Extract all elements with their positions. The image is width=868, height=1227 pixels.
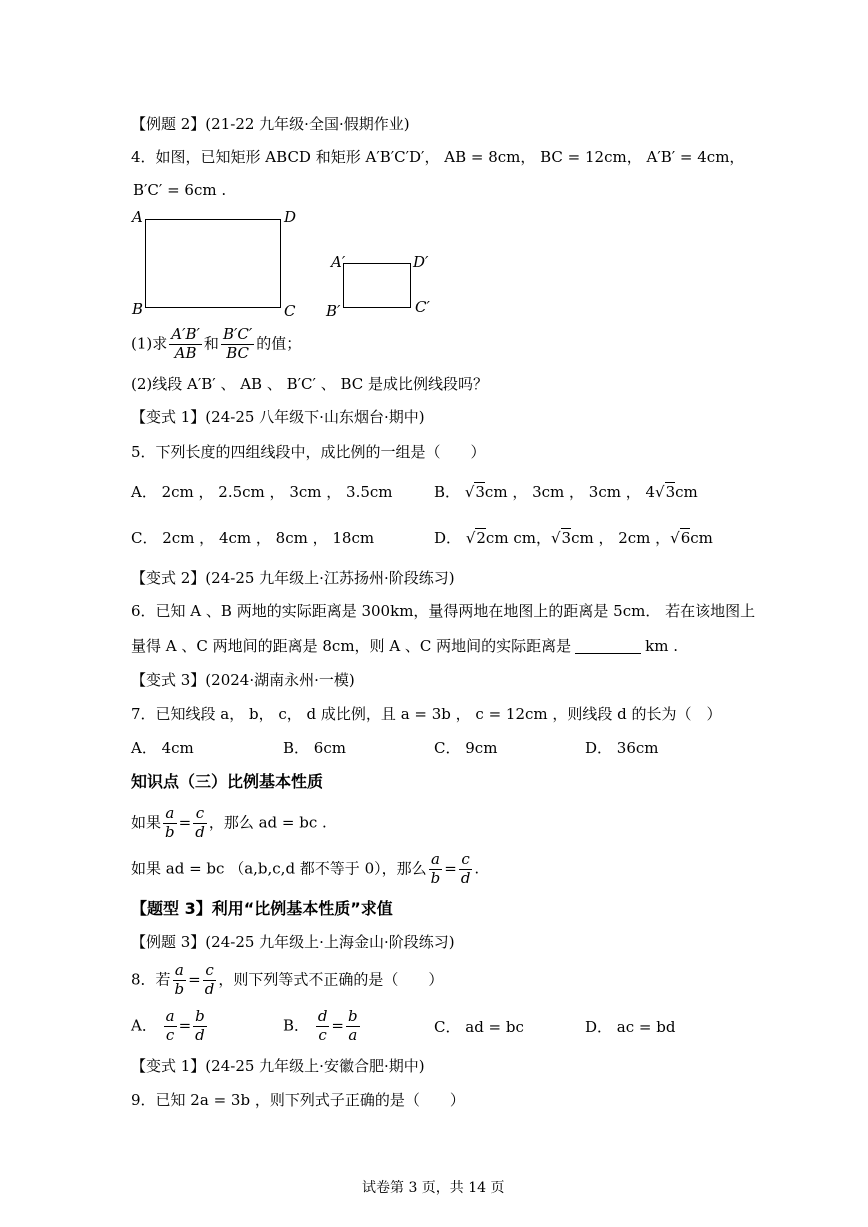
variant-1-tag-b: 【变式 1】(24-25 九年级上·安徽合肥·期中) bbox=[131, 1057, 425, 1075]
kp3-text: 如果 bbox=[131, 813, 162, 832]
kp3-line-2: 如果 ad = bc （a,b,c,d 都不等于 0），那么 $\frac{a}{b}$ = $\frac{c}{d}$ . bbox=[131, 850, 480, 887]
fraction-numerator: c bbox=[459, 852, 473, 870]
q7-option-d: D． 36cm bbox=[585, 739, 659, 757]
question-4-sub-1 bbox=[131, 327, 301, 362]
fraction-numerator: a bbox=[429, 852, 443, 870]
fraction-b-over-d bbox=[193, 1009, 207, 1044]
q5-option-d bbox=[434, 531, 713, 546]
fraction-a-over-b bbox=[163, 806, 177, 841]
question-7: 7．已知线段 a， b， c， d 成比例，且 a = 3b ， c = 12cm ，则线段 d 的长为（ ） bbox=[131, 705, 722, 723]
question-4-sub-2: (2)线段 A′B′ 、 AB 、 B′C′ 、 BC 是成比例线段吗？ bbox=[131, 375, 489, 393]
kp3-text: 如果 ad = bc （a,b,c,d 都不等于 0），那么 bbox=[131, 859, 427, 878]
kp3-line-1: 如果 $\frac{a}{b}$ = $\frac{c}{d}$ ，那么 ad = bc . bbox=[131, 804, 327, 841]
sub1-and: 和 bbox=[203, 334, 219, 353]
fraction-b2c2-over-bc bbox=[221, 327, 254, 362]
label-a: A bbox=[132, 208, 143, 226]
example-3-tag: 【例题 3】(24-25 九年级上·上海金山·阶段练习) bbox=[131, 933, 455, 951]
fraction-denominator: d bbox=[195, 1025, 205, 1044]
label-d-prime: D′ bbox=[413, 253, 429, 271]
question-6-line-2 bbox=[131, 639, 678, 654]
fraction-numerator: a bbox=[165, 1007, 175, 1025]
fraction-numerator: c bbox=[203, 963, 217, 981]
sqrt-6: √6 bbox=[670, 529, 691, 547]
fraction-denominator: a bbox=[348, 1025, 358, 1044]
question-8: 8．若 $\frac{a}{b}$ = $\frac{c}{d}$ ，则下列等式不正确的是（ ） bbox=[131, 961, 444, 998]
fraction-numerator: A′B′ bbox=[171, 325, 200, 343]
sqrt-3: √3 bbox=[464, 483, 485, 501]
option-text: cm ， 2cm ， bbox=[571, 529, 671, 547]
label-b-prime: B′ bbox=[326, 302, 341, 320]
fraction-a-over-b bbox=[173, 963, 187, 998]
q8-text: 8．若 bbox=[131, 970, 171, 989]
option-label: A． bbox=[131, 1016, 157, 1035]
sqrt-3: √3 bbox=[655, 483, 676, 501]
q8-option-c: C． ad = bc bbox=[434, 1018, 524, 1036]
radicand: 3 bbox=[665, 483, 676, 501]
q8-option-b: B． $\frac{d}{c}$ = $\frac{b}{a}$ bbox=[283, 1007, 358, 1044]
fraction-numerator: d bbox=[317, 1007, 328, 1025]
option-label: D． bbox=[434, 529, 462, 547]
fraction-numerator: a bbox=[163, 806, 177, 824]
fraction-denominator: d bbox=[195, 822, 205, 841]
question-9: 9．已知 2a = 3b ，则下列式子正确的是（ ） bbox=[131, 1091, 465, 1109]
q6-text: 量得 A 、C 两地间的距离是 8cm，则 A 、C 两地间的实际距离是 bbox=[131, 637, 572, 655]
question-4-line-1: 4．如图，已知矩形 ABCD 和矩形 A′B′C′D′， AB = 8cm， BC = 12cm， A′B′ = 4cm， bbox=[131, 148, 745, 166]
label-a-prime: A′ bbox=[331, 253, 346, 271]
label-d: D bbox=[284, 208, 297, 226]
q5-option-a: A． 2cm ， 2.5cm ， 3cm ， 3.5cm bbox=[131, 483, 393, 501]
answer-blank[interactable] bbox=[575, 639, 641, 654]
option-label: B． bbox=[434, 483, 461, 501]
q7-option-b: B． 6cm bbox=[283, 739, 346, 757]
sub1-prefix: (1)求 bbox=[131, 334, 168, 353]
fraction-denominator: b bbox=[174, 979, 185, 998]
q8-option-d: D． ac = bd bbox=[585, 1018, 676, 1036]
radicand: 3 bbox=[475, 483, 485, 501]
question-5: 5．下列长度的四组线段中，成比例的一组是（ ） bbox=[131, 443, 486, 461]
option-label: B． bbox=[283, 1016, 310, 1035]
type-3-title: 【题型 3】利用“比例基本性质”求值 bbox=[131, 899, 393, 918]
fraction-c-over-d bbox=[193, 806, 207, 841]
fraction-denominator: d bbox=[460, 868, 471, 887]
variant-3-tag: 【变式 3】(2024·湖南永州·一模) bbox=[131, 671, 355, 689]
q5-option-c: C． 2cm ， 4cm ， 8cm ， 18cm bbox=[131, 529, 375, 547]
label-c-prime: C′ bbox=[415, 298, 430, 316]
fraction-denominator: d bbox=[204, 979, 215, 998]
fraction-numerator: b bbox=[348, 1007, 358, 1025]
question-6-line-1: 6．已知 A 、B 两地的实际距离是 300km，量得两地在地图上的距离是 5cm． 若在该地图上 bbox=[131, 602, 756, 620]
label-b: B bbox=[132, 300, 144, 318]
fraction-a2b2-over-ab bbox=[169, 327, 202, 362]
kp3-text: . bbox=[474, 859, 480, 878]
radicand: 6 bbox=[680, 529, 691, 547]
q6-unit: km . bbox=[645, 637, 679, 655]
q8-option-a: A． $\frac{a}{c}$ = $\frac{b}{d}$ bbox=[131, 1007, 205, 1044]
fraction-denominator: c bbox=[318, 1025, 327, 1044]
fraction-denominator: b bbox=[165, 822, 175, 841]
fraction-a-over-c bbox=[164, 1009, 177, 1044]
q7-option-c: C． 9cm bbox=[434, 739, 498, 757]
fraction-numerator: c bbox=[193, 806, 207, 824]
fraction-numerator: a bbox=[173, 963, 187, 981]
fraction-c-over-d bbox=[203, 963, 217, 998]
kp3-text: ，那么 ad = bc . bbox=[208, 813, 327, 832]
fraction-c-over-d bbox=[459, 852, 473, 887]
option-text: cm ， 3cm ， 3cm ， 4 bbox=[484, 483, 656, 501]
fraction-numerator: B′C′ bbox=[222, 325, 253, 343]
example-2-tag: 【例题 2】(21-22 九年级·全国·假期作业) bbox=[131, 115, 410, 133]
fraction-numerator: b bbox=[195, 1007, 205, 1025]
option-text: cm bbox=[690, 529, 713, 547]
radicand: 2 bbox=[476, 529, 486, 547]
rectangle-abcd bbox=[145, 219, 281, 308]
fraction-denominator: BC bbox=[226, 343, 249, 362]
q7-option-a: A． 4cm bbox=[131, 739, 194, 757]
fraction-denominator: b bbox=[430, 868, 441, 887]
option-text: cm bbox=[675, 483, 698, 501]
fraction-b-over-a bbox=[346, 1009, 360, 1044]
fraction-denominator: c bbox=[165, 1025, 175, 1044]
q8-text: ，则下列等式不正确的是（ ） bbox=[218, 970, 444, 989]
fraction-d-over-c bbox=[316, 1009, 330, 1044]
variant-2-tag: 【变式 2】(24-25 九年级上·江苏扬州·阶段练习) bbox=[131, 569, 455, 587]
sub1-suffix: 的值； bbox=[256, 334, 302, 353]
rectangle-a2b2c2d2 bbox=[343, 263, 411, 308]
page-footer: 试卷第 3 页，共 14 页 bbox=[362, 1180, 505, 1196]
knowledge-point-3-title: 知识点（三）比例基本性质 bbox=[131, 772, 324, 791]
fraction-a-over-b bbox=[429, 852, 443, 887]
option-text: cm cm， bbox=[485, 529, 551, 547]
sqrt-3: √3 bbox=[550, 529, 572, 547]
variant-1-tag: 【变式 1】(24-25 八年级下·山东烟台·期中) bbox=[131, 408, 425, 426]
label-c: C bbox=[284, 302, 296, 320]
question-4-line-2: B′C′ = 6cm . bbox=[133, 181, 227, 199]
q5-option-b bbox=[434, 485, 698, 500]
sqrt-2: √2 bbox=[465, 529, 486, 547]
radicand: 3 bbox=[561, 529, 572, 547]
fraction-denominator: AB bbox=[174, 343, 197, 362]
